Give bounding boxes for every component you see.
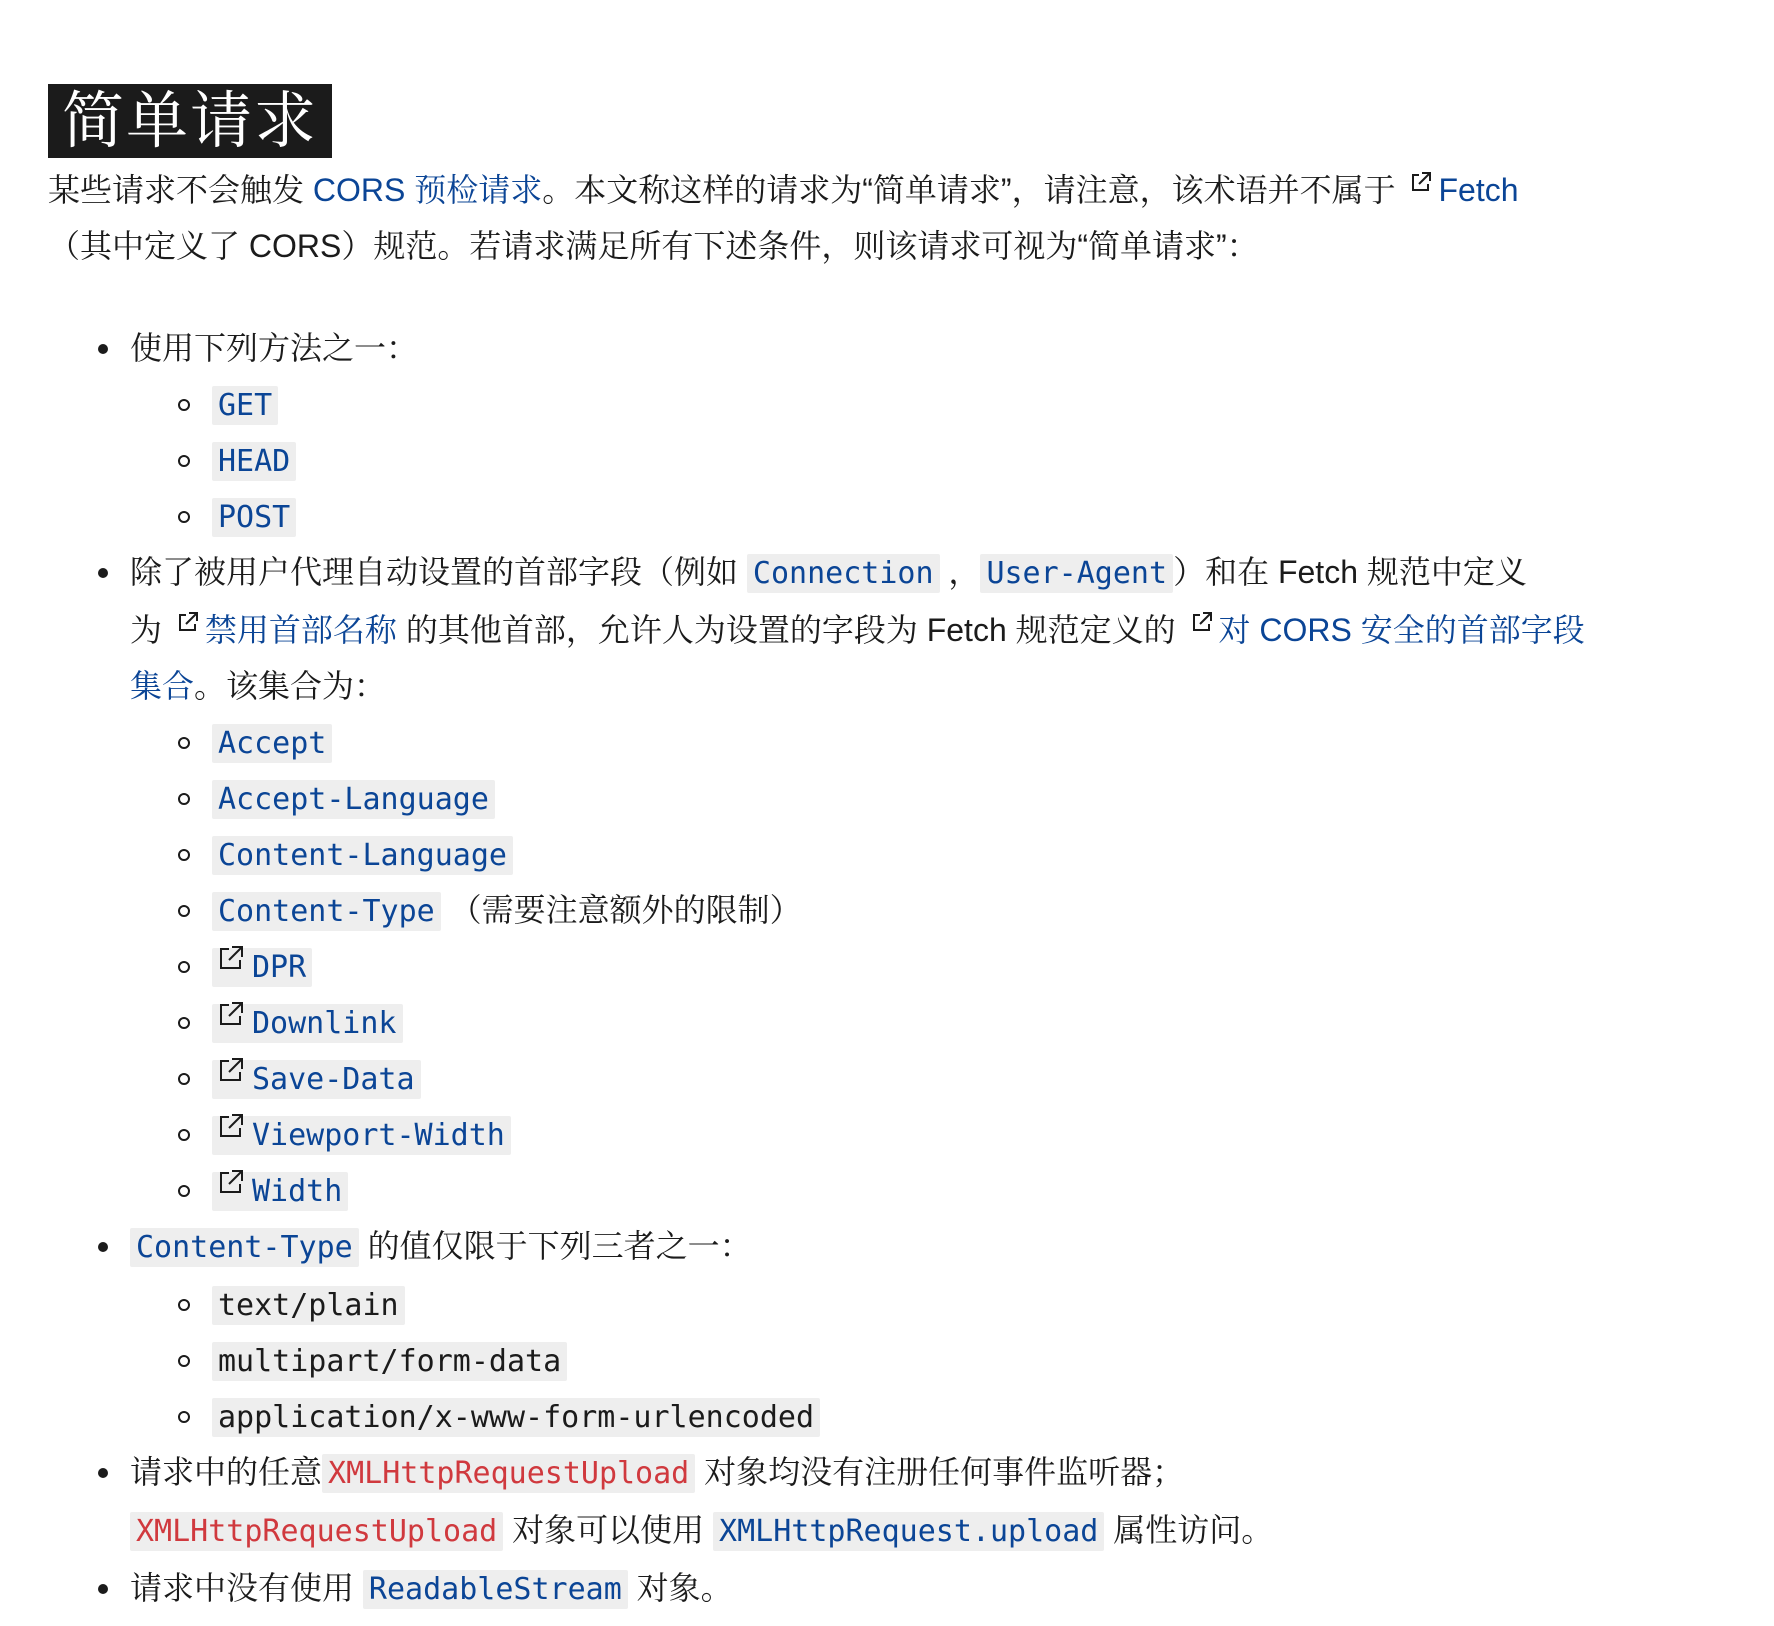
readable-stream-code: ReadableStream: [363, 1570, 628, 1609]
condition-methods: [48, 320, 1608, 544]
external-link-icon: [218, 1057, 244, 1083]
header-save-data-code: [212, 1060, 421, 1099]
external-link-icon: [218, 1113, 244, 1139]
xhr-upload-code-2: XMLHttpRequestUpload: [130, 1512, 503, 1551]
downlink-link[interactable]: [212, 1004, 403, 1040]
xhr-upload-property-code: XMLHttpRequest.upload: [713, 1512, 1104, 1551]
content-type-link[interactable]: [212, 892, 441, 928]
stream-text-b: 对象。: [627, 1570, 733, 1606]
width-link[interactable]: [212, 1172, 348, 1208]
mime-item: [130, 1388, 1608, 1444]
safelisted-link-label: 对 CORS 安全的首部字段集合: [130, 612, 1585, 704]
header-width-code: [212, 1172, 348, 1211]
readable-stream-link[interactable]: [363, 1570, 628, 1606]
header-dpr: DPR: [252, 950, 307, 985]
headers-comma: ，: [939, 554, 981, 590]
methods-text: 使用下列方法之一：: [130, 330, 419, 366]
mime-multipart: multipart/form-data: [212, 1342, 567, 1381]
content-type-value-link[interactable]: [130, 1228, 359, 1264]
method-post: POST: [212, 498, 296, 537]
fetch-spec-link[interactable]: [1404, 172, 1518, 208]
content-language-link[interactable]: [212, 836, 513, 872]
method-get-link[interactable]: [212, 386, 278, 422]
intro-text-1: 某些请求不会触发: [48, 172, 313, 208]
header-content-language: Content-Language: [212, 836, 513, 875]
mime-item: [130, 1332, 1608, 1388]
intro-paragraph: [48, 162, 1588, 274]
external-link-icon: [177, 611, 199, 633]
connection-link[interactable]: [747, 554, 940, 590]
upload-text-d: 属性访问。: [1104, 1512, 1274, 1548]
xhr-upload-property-link[interactable]: [713, 1512, 1104, 1548]
intro-text-2: 。本文称这样的请求为“简单请求”，请注意，该术语并不属于: [542, 172, 1405, 208]
headers-text-e: 。该集合为：: [194, 668, 387, 704]
accept-link[interactable]: [212, 724, 332, 760]
content-type-code: Content-Type: [130, 1228, 359, 1267]
header-accept: Accept: [212, 724, 332, 763]
save-data-link[interactable]: [212, 1060, 421, 1096]
external-link-icon: [218, 1169, 244, 1195]
external-link-icon: [218, 945, 244, 971]
mime-urlencoded: application/x-www-form-urlencoded: [212, 1398, 820, 1437]
header-item: [130, 1106, 1608, 1162]
external-link-icon: [218, 1001, 244, 1027]
method-head-link[interactable]: [212, 442, 296, 478]
method-post-link[interactable]: [212, 498, 296, 534]
forbidden-link-label: 禁用首部名称: [204, 612, 397, 648]
method-get: GET: [212, 386, 278, 425]
condition-headers: [48, 544, 1608, 1218]
stream-text-a: 请求中没有使用: [130, 1570, 363, 1606]
dpr-link[interactable]: [212, 948, 312, 984]
headers-text-d: 的其他首部，允许人为设置的字段为 Fetch 规范定义的: [396, 612, 1185, 648]
forbidden-header-link[interactable]: [171, 612, 397, 648]
safelisted-headers-list: [130, 714, 1608, 1218]
condition-content-type: [48, 1218, 1608, 1444]
header-downlink: Downlink: [252, 1006, 397, 1041]
mime-text-plain: text/plain: [212, 1286, 405, 1325]
methods-list: [130, 376, 1608, 544]
condition-upload: [48, 1444, 1608, 1560]
content-type-values-list: [130, 1276, 1608, 1444]
cors-preflight-link[interactable]: CORS 预检请求: [312, 172, 543, 208]
fetch-link-label: Fetch: [1438, 172, 1519, 208]
header-item: [130, 1162, 1608, 1218]
upload-text-b: 对象均没有注册任何事件监听器；: [695, 1454, 1185, 1490]
mime-item: [130, 1276, 1608, 1332]
content-type-text: 的值仅限于下列三者之一：: [358, 1228, 752, 1264]
header-content-type: Content-Type: [212, 892, 441, 931]
method-item: [130, 376, 1608, 432]
header-item: [130, 770, 1608, 826]
external-link-icon: [1191, 611, 1213, 633]
method-head: HEAD: [212, 442, 296, 481]
header-item: [130, 882, 1608, 938]
conditions-list: [48, 320, 1608, 1618]
headers-text-b: ）和在 Fetch 规范中定义: [1173, 554, 1527, 590]
connection-code: Connection: [747, 554, 940, 593]
header-accept-language: Accept-Language: [212, 780, 495, 819]
xhr-upload-code-1: XMLHttpRequestUpload: [322, 1454, 695, 1493]
header-item: [130, 938, 1608, 994]
header-viewport-width: Viewport-Width: [252, 1118, 505, 1153]
header-item: [130, 1050, 1608, 1106]
header-width: Width: [252, 1174, 343, 1209]
user-agent-link[interactable]: [980, 554, 1173, 590]
xhr-upload-link-1[interactable]: [322, 1454, 695, 1490]
header-dpr-code: [212, 948, 312, 987]
upload-text-a: 请求中的任意: [130, 1454, 323, 1490]
accept-language-link[interactable]: [212, 780, 495, 816]
user-agent-code: User-Agent: [980, 554, 1173, 593]
header-downlink-code: [212, 1004, 403, 1043]
headers-text-a: 除了被用户代理自动设置的首部字段（例如: [130, 554, 747, 590]
external-link-icon: [1410, 171, 1432, 193]
header-item: [130, 714, 1608, 770]
headers-text-c: 为: [130, 612, 171, 648]
xhr-upload-link-2[interactable]: [130, 1512, 503, 1548]
viewport-width-link[interactable]: [212, 1116, 511, 1152]
upload-text-c: 对象可以使用: [503, 1512, 714, 1548]
condition-stream: [48, 1560, 1608, 1618]
intro-text-3: （其中定义了 CORS）规范。若请求满足所有下述条件，则该请求可视为“简单请求”：: [48, 228, 1259, 264]
content-type-note: （需要注意额外的限制）: [449, 892, 802, 928]
page-title: 简单请求: [48, 84, 332, 158]
header-item: [130, 826, 1608, 882]
method-item: [130, 432, 1608, 488]
header-save-data: Save-Data: [252, 1062, 415, 1097]
header-item: [130, 994, 1608, 1050]
header-viewport-width-code: [212, 1116, 511, 1155]
method-item: [130, 488, 1608, 544]
